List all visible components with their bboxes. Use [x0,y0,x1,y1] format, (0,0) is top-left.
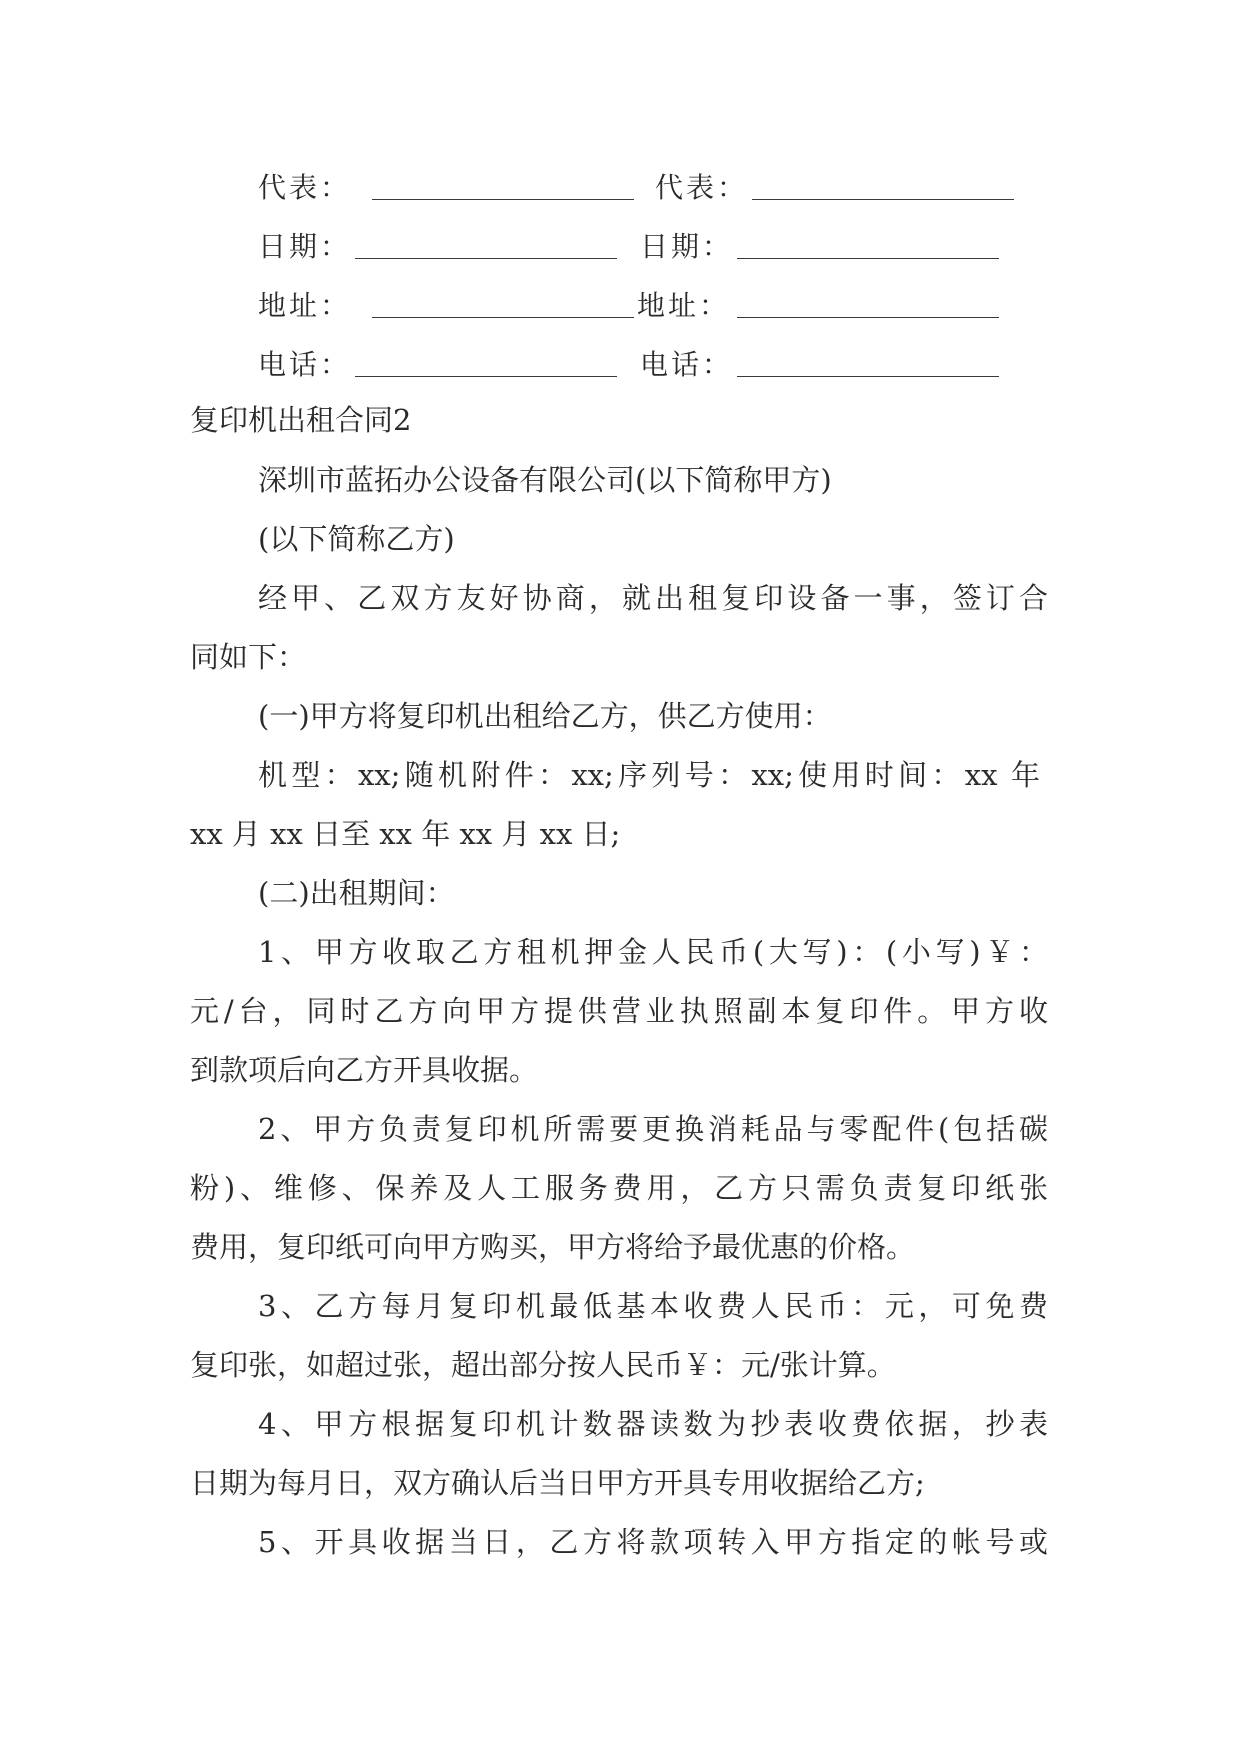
right-address-blank[interactable] [737,286,999,318]
left-representative-label: 代表： [258,171,352,204]
paragraph-line: 日期为每月日，双方确认后当日甲方开具专用收据给乙方; [190,1466,925,1500]
party-b-line: (以下简称乙方) [258,522,455,556]
left-address-blank[interactable] [372,286,634,318]
clause-heading: (二)出租期间： [258,876,455,910]
signature-row-date [0,227,1241,267]
clause-heading: (一)甲方将复印机出租给乙方，供乙方使用： [258,699,832,733]
right-phone-label: 电话： [640,348,734,381]
right-date-blank[interactable] [737,227,999,259]
paragraph-line: 1、甲方收取乙方租机押金人民币(大写)：(小写)￥： [258,935,1048,969]
right-date-label: 日期： [640,230,734,263]
paragraph-line: 3、乙方每月复印机最低基本收费人民币：元，可免费 [258,1289,1048,1323]
paragraph-line: 粉)、维修、保养及人工服务费用，乙方只需负责复印纸张 [190,1171,1048,1205]
paragraph-line: 同如下： [190,640,307,674]
left-date-label: 日期： [258,230,352,263]
left-date-blank[interactable] [355,227,617,259]
paragraph-line: 费用，复印纸可向甲方购买，甲方将给予最优惠的价格。 [190,1230,916,1264]
signature-row-phone [0,345,1241,385]
paragraph-line: 4、甲方根据复印机计数器读数为抄表收费依据，抄表 [258,1407,1048,1441]
right-representative-label: 代表： [655,171,749,204]
paragraph-line: 到款项后向乙方开具收据。 [190,1053,539,1087]
paragraph-line: xx 月 xx 日至 xx 年 xx 月 xx 日; [190,817,621,851]
left-address-label: 地址： [258,289,352,322]
paragraph-line: 经甲、乙双方友好协商，就出租复印设备一事，签订合 [258,581,1048,615]
paragraph-line: 复印张，如超过张，超出部分按人民币￥：元/张计算。 [190,1348,896,1382]
contract-title: 复印机出租合同2 [190,403,412,437]
party-a-line: 深圳市蓝拓办公设备有限公司(以下简称甲方) [258,463,832,497]
paragraph-line: 5、开具收据当日，乙方将款项转入甲方指定的帐号或 [258,1525,1048,1559]
right-address-label: 地址： [637,289,731,322]
left-representative-blank[interactable] [372,168,634,200]
right-phone-blank[interactable] [737,345,999,377]
right-representative-blank[interactable] [752,168,1014,200]
left-phone-blank[interactable] [355,345,617,377]
signature-row-address [0,286,1241,326]
left-phone-label: 电话： [258,348,352,381]
paragraph-line: 机型：xx;随机附件：xx;序列号：xx;使用时间：xx 年 [258,758,1040,792]
signature-row-representative [0,168,1241,208]
paragraph-line: 元/台，同时乙方向甲方提供营业执照副本复印件。甲方收 [190,994,1048,1028]
paragraph-line: 2、甲方负责复印机所需要更换消耗品与零配件(包括碳 [258,1112,1048,1146]
